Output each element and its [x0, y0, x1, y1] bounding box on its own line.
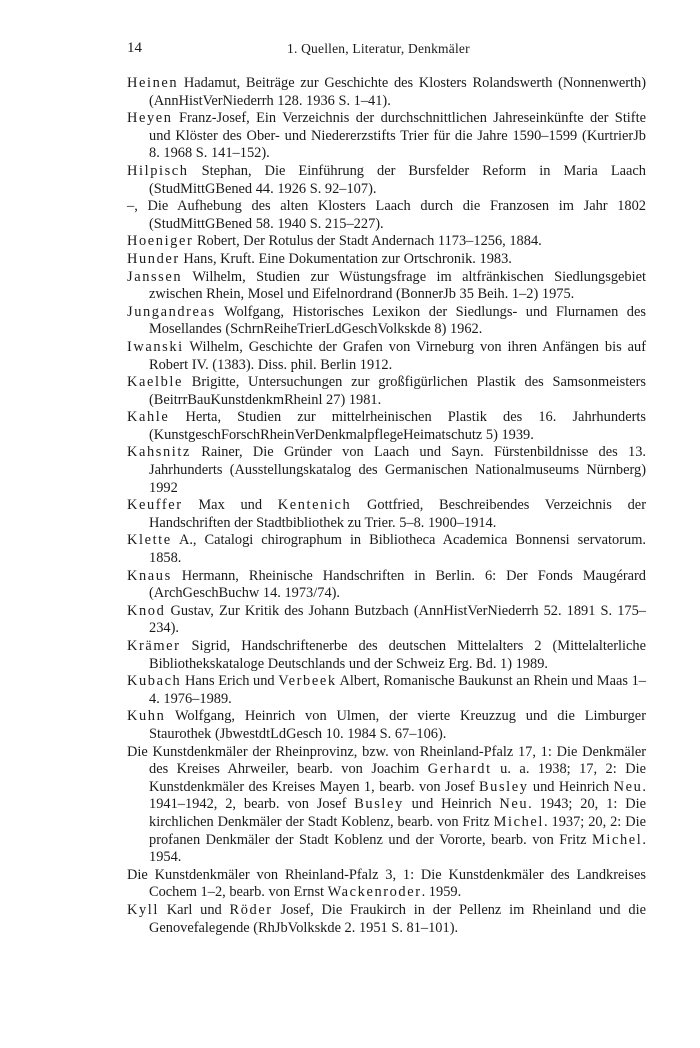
- bibliography-entry: [127, 374, 646, 409]
- entry-text: Wolfgang, Historisches Lexikon der Siedlungs- und Flurnamen des Mosellandes (SchrnReiheTrierLdGeschVolkskde 8) 1962.: [149, 303, 646, 338]
- entry-author: Heinen: [127, 75, 179, 91]
- bibliography-entry: [127, 744, 646, 867]
- bibliography-entry: [127, 867, 646, 902]
- entry-text: Wilhelm, Geschichte der Grafen von Virneburg von ihren Anfängen bis auf Robert IV. (1383). Diss. phil. Berlin 1912.: [149, 338, 646, 373]
- bibliography-entry: [127, 269, 646, 304]
- entry-text: Herta, Studien zur mittelrheinischen Plastik des 16. Jahrhunderts (KunstgeschForschRheinVerDenkmalpflegeHeimatschutz 5) 1939.: [149, 409, 646, 443]
- bibliography-entry: [127, 409, 646, 444]
- entry-text: Rainer, Die Gründer von Laach und Sayn. Fürstenbildnisse des 13. Jahrhunderts (Ausstellungskatalog des Germanischen Nationalmuseums Nürnberg) 1992: [149, 444, 646, 496]
- entry-author: Kahle: [127, 409, 170, 426]
- entry-text: Stephan, Die Einführung der Bursfelder Reform in Maria Laach (StudMittGBened 44. 1926 S. 92–107).: [149, 162, 646, 197]
- bibliography-entry: [127, 902, 646, 937]
- bibliography-entry: [127, 251, 646, 269]
- entry-author: Krämer: [127, 638, 181, 654]
- entry-text: Gustav, Zur Kritik des Johann Butzbach (AnnHistVerNiederrh 52. 1891 S. 175–234).: [149, 602, 646, 637]
- entry-text: Hermann, Rheinische Handschriften in Berlin. 6: Der Fonds Maugérard (ArchGeschBuchw 14. 1973/74).: [149, 567, 646, 602]
- entry-author: Kahsnitz: [127, 444, 191, 461]
- entry-author: Heyen: [127, 110, 173, 127]
- entry-author: Hunder: [127, 250, 180, 267]
- bibliography-entry: [127, 673, 646, 708]
- entry-text: –, Die Aufhebung des alten Klosters Laach durch die Franzosen im Jahr 1802 (StudMittGBened 58. 1940 S. 215–227).: [127, 198, 646, 232]
- entry-author: Klette: [127, 532, 172, 549]
- bibliography-entry: [127, 708, 646, 743]
- bibliography-entry: [127, 233, 646, 251]
- entry-text: Hans Erich und Verbeek Albert, Romanische Baukunst an Rhein und Maas 1–4. 1976–1989.: [149, 673, 646, 707]
- bibliography-entry: [127, 568, 646, 603]
- entry-author: Kyll: [127, 901, 159, 918]
- entry-author: Keuffer: [127, 497, 183, 514]
- entry-author: Iwanski: [127, 338, 184, 355]
- bibliography-entry: [127, 110, 646, 163]
- entry-text: Max und Kentenich Gottfried, Beschreibendes Verzeichnis der Handschriften der Stadtbibliothek zu Trier. 5–8. 1900–1914.: [149, 497, 646, 531]
- entry-author: Hilpisch: [127, 162, 189, 179]
- running-head: 1. Quellen, Literatur, Denkmäler: [287, 41, 470, 56]
- entry-text: Hans, Kruft. Eine Dokumentation zur Ortschronik. 1983.: [179, 250, 512, 267]
- bibliography-entry: [127, 198, 646, 233]
- entry-text: Franz-Josef, Ein Verzeichnis der durchschnittlichen Jahreseinkünfte der Stifte und Klöster des Ober- und Niedererzstifts Trier für die Jahre 1590–1599 (KurtrierJb 8. 1968 S. 141–152).: [149, 110, 646, 162]
- bibliography-entry: [127, 304, 646, 339]
- bibliography-entry: [127, 497, 646, 532]
- entry-text: Brigitte, Untersuchungen zur großfigürlichen Plastik des Samsonmeisters (BeitrrBauKunstdenkmRheinl 27) 1981.: [149, 374, 646, 408]
- bibliography-entry: [127, 603, 646, 638]
- entry-author: Hoeniger: [127, 233, 194, 250]
- bibliography-list: [127, 75, 646, 937]
- entry-author: Jungandreas: [127, 303, 216, 320]
- entry-text: A., Catalogi chirographum in Bibliotheca Academica Bonnensi servatorum. 1858.: [149, 532, 646, 567]
- entry-author: Kaelble: [127, 374, 183, 391]
- page-number: 14: [127, 40, 142, 56]
- entry-author: Janssen: [127, 268, 183, 285]
- entry-text: Die Kunstdenkmäler der Rheinprovinz, bzw. von Rheinland-Pfalz 17, 1: Die Denkmäler des Kreises Ahrweiler, bearb. von Joachim Gerhardt u. a. 1938; 17, 2: Die Kunstdenkmäler des Kreises Mayen 1, bearb. von Josef Busley und Heinrich Neu. 1941–1942, 2, bearb. von Josef Busley und Heinrich Neu. 1943; 20, 1: Die kirchlichen Denkmäler der Stadt Koblenz, bearb. von Fritz Michel. 1937; 20, 2: Die profanen Denkmäler der Stadt Koblenz und der Vororte, bearb. von Fritz Michel. 1954.: [127, 743, 646, 866]
- entry-text: Sigrid, Handschriftenerbe des deutschen Mittelalters 2 (Mittelalterliche Bibliothekskataloge Deutschlands und der Schweiz Erg. Bd. 1) 1989.: [149, 638, 646, 672]
- entry-author: Knaus: [127, 567, 172, 584]
- entry-author: Kubach: [127, 673, 182, 690]
- bibliography-entry: [127, 339, 646, 374]
- entry-text: Robert, Der Rotulus der Stadt Andernach 1173–1256, 1884.: [193, 233, 542, 250]
- bibliography-entry: [127, 638, 646, 673]
- entry-text: Wilhelm, Studien zur Wüstungsfrage im altfränkischen Siedlungsgebiet zwischen Rhein, Mosel und Eifelnordrand (BonnerJb 35 Beih. 1–2) 1975.: [149, 268, 646, 303]
- entry-text: Die Kunstdenkmäler von Rheinland-Pfalz 3, 1: Die Kunstdenkmäler des Landkreises Cochem 1–2, bearb. von Ernst Wackenroder. 1959.: [127, 866, 646, 901]
- entry-author: Kuhn: [127, 708, 166, 725]
- entry-text: Wolfgang, Heinrich von Ulmen, der vierte Kreuzzug und die Limburger Staurothek (JbwestdtLdGesch 10. 1984 S. 67–106).: [149, 708, 646, 742]
- bibliography-entry: [127, 444, 646, 497]
- entry-text: Karl und Röder Josef, Die Fraukirch in der Pellenz im Rheinland und die Genovefalegende (RhJbVolkskde 2. 1951 S. 81–101).: [149, 901, 646, 936]
- bibliography-entry: [127, 532, 646, 567]
- entry-author: Knod: [127, 602, 166, 619]
- page-header: [127, 40, 647, 60]
- bibliography-entry: [127, 75, 646, 110]
- entry-text: Hadamut, Beiträge zur Geschichte des Klosters Rolandswerth (Nonnenwerth) (AnnHistVerNiederrh 128. 1936 S. 1–41).: [149, 75, 646, 109]
- bibliography-entry: [127, 163, 646, 198]
